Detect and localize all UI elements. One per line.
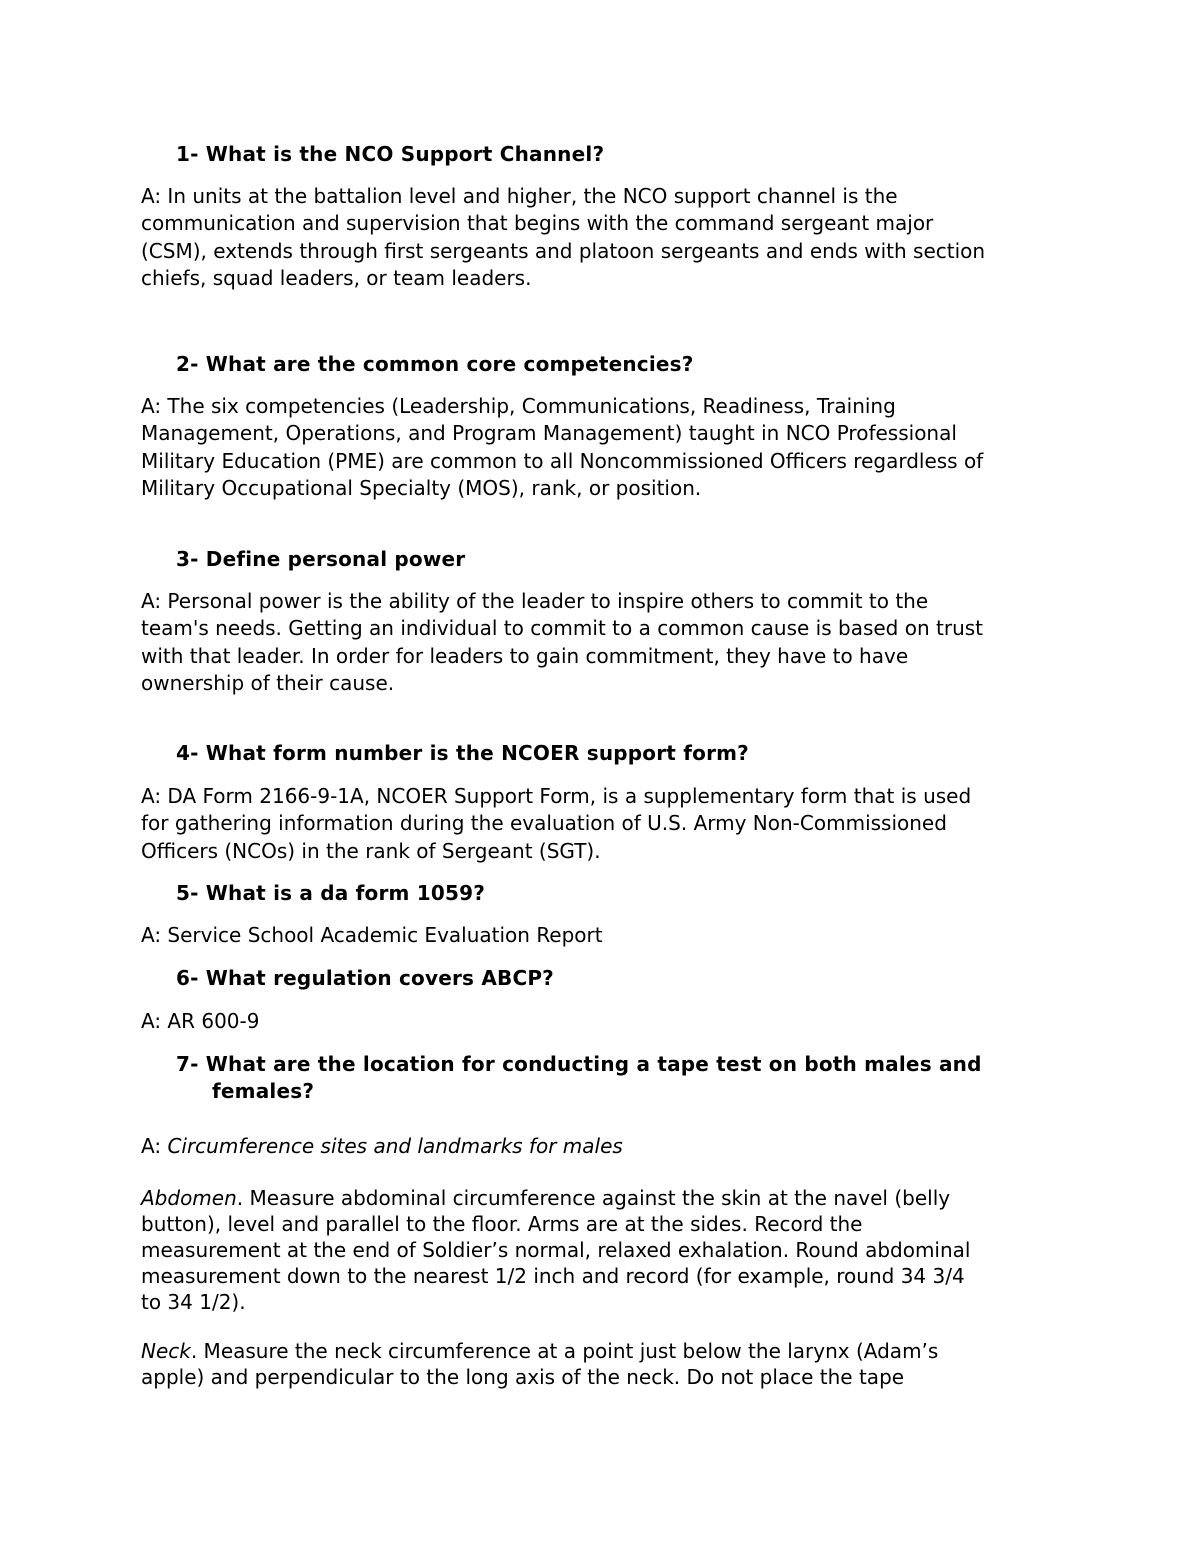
answer-5-line: A: Service School Academic Evaluation Report [141, 923, 603, 947]
abdomen-line [141, 1185, 1071, 1211]
neck-line [141, 1338, 1071, 1364]
abdomen-line: measurement at the end of Soldier’s normal, relaxed exhalation. Round abdominal [141, 1238, 971, 1262]
neck-line: apple) and perpendicular to the long axis of the neck. Do not place the tape [141, 1365, 905, 1389]
answer-3 [141, 588, 1071, 697]
answer-4-line: Officers (NCOs) in the rank of Sergeant (SGT). [141, 838, 601, 863]
neck-text: . Measure the neck circumference at a point just below the larynx (Adam’s [190, 1339, 939, 1363]
answer-1-line: chiefs, squad leaders, or team leaders. [141, 265, 532, 290]
answer-1-line: communication and supervision that begins with the command sergeant major [141, 211, 934, 236]
answer-2 [141, 393, 1071, 502]
question-7-heading-line2: females? [212, 1079, 315, 1103]
answer-1-line: (CSM), extends through first sergeants and platoon sergeants and ends with section [141, 238, 986, 263]
question-2-heading: 2- What are the common core competencies? [176, 352, 694, 376]
abdomen-line: button), level and parallel to the floor. Arms are at the sides. Record the [141, 1212, 863, 1236]
answer-7-prefix: A: [141, 1134, 168, 1158]
answer-4-line: A: DA Form 2166-9-1A, NCOER Support Form, is a supplementary form that is used [141, 784, 972, 808]
answer-3-line: team's needs. Getting an individual to commit to a common cause is based on trust [141, 616, 984, 641]
abdomen-paragraph [141, 1185, 1071, 1315]
answer-1 [141, 183, 1071, 292]
answer-4 [141, 783, 1071, 865]
answer-7-intro-line [141, 1133, 1071, 1160]
answer-3-line: ownership of their cause. [141, 670, 395, 695]
answer-2-line: A: The six competencies (Leadership, Communications, Readiness, Training [141, 394, 896, 418]
abdomen-text: . Measure abdominal circumference against the skin at the navel (belly [236, 1186, 951, 1210]
answer-3-line: with that leader. In order for leaders to gain commitment, they have to have [141, 643, 909, 668]
neck-term: Neck [141, 1339, 191, 1363]
abdomen-line: to 34 1/2). [141, 1290, 246, 1314]
neck-paragraph [141, 1338, 1071, 1390]
question-7-heading-line1: 7- What are the location for conducting a tape test on both males and [176, 1052, 982, 1076]
question-5-heading: 5- What is a da form 1059? [176, 881, 486, 905]
answer-6 [141, 1008, 1071, 1035]
question-4-heading: 4- What form number is the NCOER support form? [176, 741, 749, 765]
answer-7-intro [141, 1133, 1071, 1160]
answer-3-line: A: Personal power is the ability of the leader to inspire others to commit to the [141, 589, 929, 613]
answer-5 [141, 922, 1071, 949]
abdomen-line: measurement down to the nearest 1/2 inch and record (for example, round 34 3/4 [141, 1264, 965, 1288]
answer-2-line: Military Education (PME) are common to all Noncommissioned Officers regardless of [141, 448, 984, 473]
answer-2-line: Management, Operations, and Program Management) taught in NCO Professional [141, 421, 957, 446]
answer-1-line: A: In units at the battalion level and higher, the NCO support channel is the [141, 184, 898, 208]
answer-7-subheading: Circumference sites and landmarks for males [167, 1134, 623, 1158]
answer-4-line: for gathering information during the evaluation of U.S. Army Non-Commissioned [141, 811, 947, 836]
abdomen-term: Abdomen [141, 1186, 237, 1210]
question-3-heading: 3- Define personal power [176, 547, 466, 571]
question-6-heading: 6- What regulation covers ABCP? [176, 966, 554, 990]
question-1-heading: 1- What is the NCO Support Channel? [176, 142, 605, 166]
answer-6-line: A: AR 600-9 [141, 1009, 260, 1033]
answer-2-line: Military Occupational Specialty (MOS), rank, or position. [141, 475, 702, 500]
